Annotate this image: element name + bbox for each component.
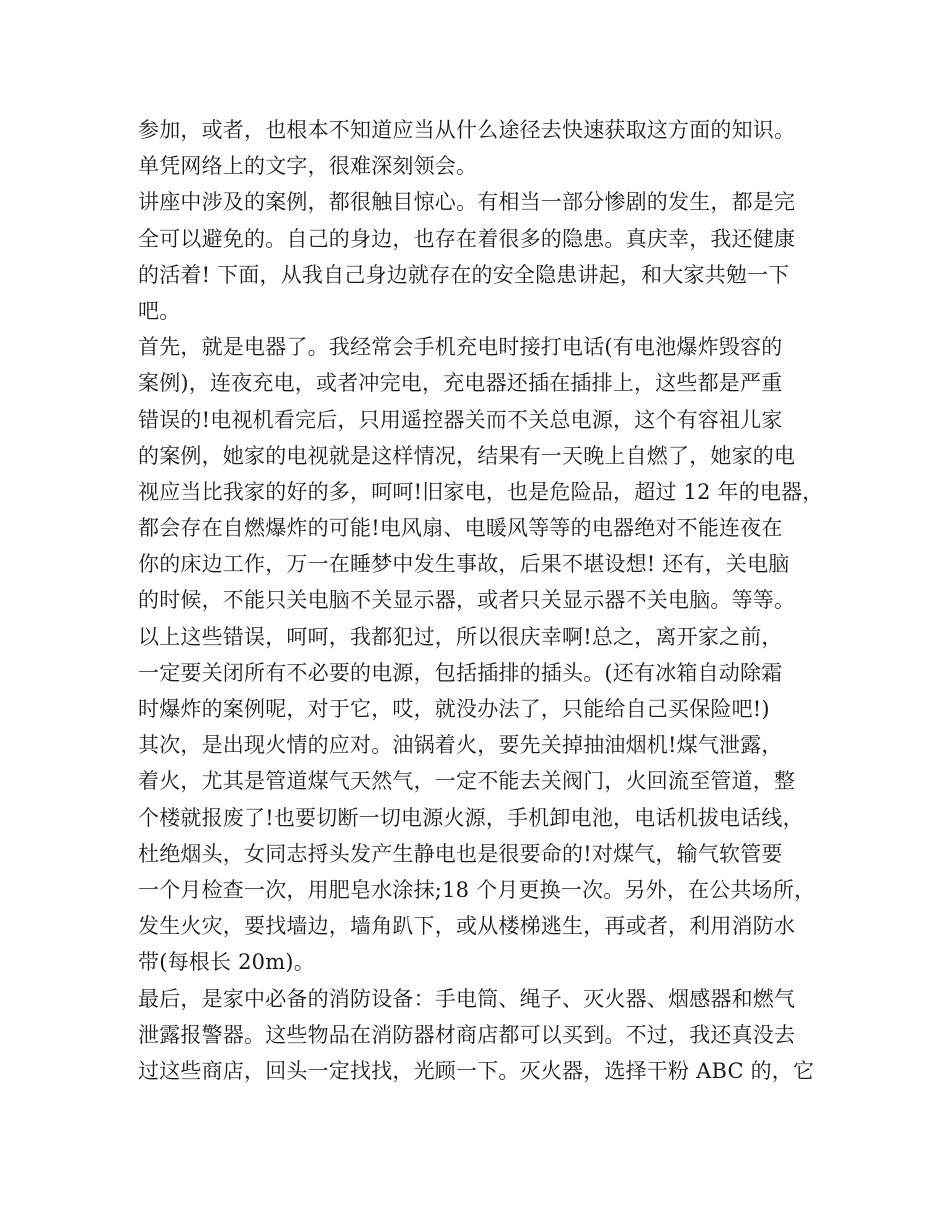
- text-line: 全可以避免的。自己的身边，也存在着很多的隐患。真庆幸，我还健康: [138, 226, 796, 251]
- text-line: 的时候，不能只关电脑不关显示器，或者只关显示器不关电脑。等等。: [138, 588, 796, 613]
- text-line: 其次，是出现火情的应对。油锅着火，要先关掉抽油烟机!煤气泄露，: [138, 733, 783, 758]
- text-line: 时爆炸的案例呢，对于它，哎，就没办法了，只能给自己买保险吧!): [138, 697, 770, 721]
- text-line: 的活着! 下面，从我自己身边就存在的安全隐患讲起，和大家共勉一下: [138, 262, 790, 287]
- text-line: 着火，尤其是管道煤气天然气，一定不能去关阀门，火回流至管道，整: [138, 769, 796, 794]
- text-line: 吧。: [138, 298, 181, 323]
- text-line: 个楼就报废了!也要切断一切电源火源，手机卸电池，电话机拔电话线，: [138, 805, 804, 830]
- text-line: 一定要关闭所有不必要的电源，包括插排的插头。(还有冰箱自动除霜: [138, 660, 783, 685]
- text-line: 参加，或者，也根本不知道应当从什么途径去快速获取这方面的知识。: [138, 118, 796, 142]
- text-line: 案例)，连夜充电，或者冲完电，充电器还插在插排上，这些都是严重: [138, 371, 783, 396]
- text-line: 的案例，她家的电视就是这样情况，结果有一天晚上自燃了，她家的电: [138, 443, 796, 468]
- text-line: 泄露报警器。这些物品在消防器材商店都可以买到。不过，我还真没去: [138, 1022, 796, 1047]
- text-line: 讲座中涉及的案例，都很触目惊心。有相当一部分惨剧的发生，都是完: [138, 190, 796, 215]
- text-line: 发生火灾，要找墙边，墙角趴下，或从楼梯逃生，再或者，利用消防水: [138, 914, 796, 939]
- text-line: 最后，是家中必备的消防设备：手电筒、绳子、灭火器、烟感器和燃气: [138, 986, 796, 1011]
- text-line: 首先，就是电器了。我经常会手机充电时接打电话(有电池爆炸毁容的: [138, 335, 783, 360]
- text-line: 过这些商店，回头一定找找，光顾一下。灭火器，选择干粉 ABC 的，它: [138, 1058, 815, 1083]
- text-line: 杜绝烟头，女同志捋头发产生静电也是很要命的!对煤气，输气软管要: [138, 841, 783, 866]
- text-line: 以上这些错误，呵呵，我都犯过，所以很庆幸啊!总之，离开家之前，: [138, 624, 783, 649]
- text-line: 一个月检查一次，用肥皂水涂抹;18 个月更换一次。另外，在公共场所，: [138, 877, 816, 902]
- text-line: 你的床边工作，万一在睡梦中发生事故，后果不堪设想! 还有，关电脑: [138, 552, 790, 577]
- text-line: 错误的!电视机看完后，只用遥控器关而不关总电源，这个有容祖儿家: [138, 407, 783, 432]
- document-body: [138, 112, 838, 1089]
- text-line: 都会存在自燃爆炸的可能!电风扇、电暖风等等的电器绝对不能连夜在: [138, 516, 783, 541]
- text-line: 带(每根长 20m)。: [138, 950, 315, 975]
- text-line: 单凭网络上的文字，很难深刻领会。: [138, 154, 478, 179]
- text-line: 视应当比我家的好的多，呵呵!旧家电，也是危险品，超过 12 年的电器，: [138, 479, 824, 504]
